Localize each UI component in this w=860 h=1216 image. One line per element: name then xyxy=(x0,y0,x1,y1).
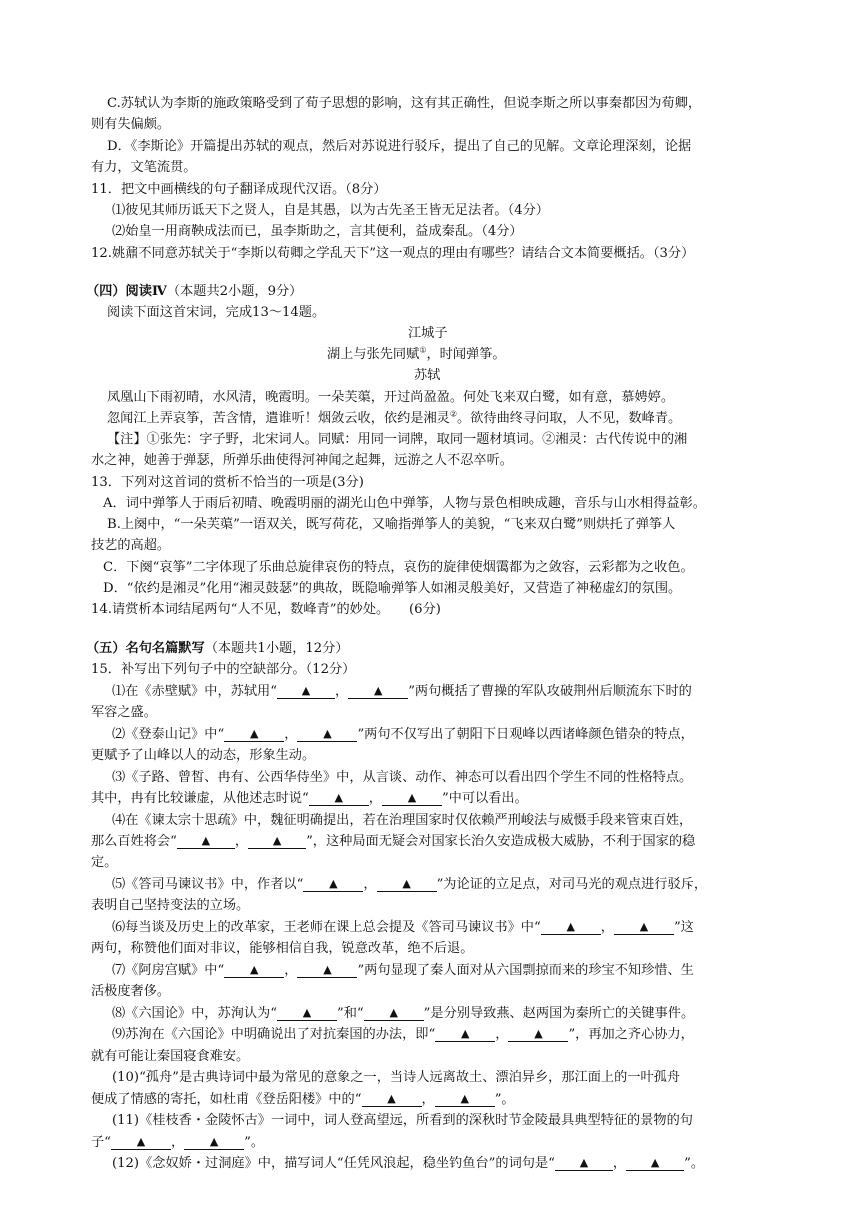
blank-triangle: ▲ xyxy=(579,1156,589,1169)
item-comma: ， xyxy=(421,1092,435,1107)
item-text: ⑵《登泰山记》中“ xyxy=(112,727,225,742)
item-text: 那么百姓将会“ xyxy=(91,834,177,849)
q15-item-12 xyxy=(112,1155,704,1173)
poem-line-2 xyxy=(107,410,681,428)
poem-line-2-b: 。欲待曲终寻问取，人不见，数峰青。 xyxy=(457,411,682,426)
blank-triangle: ▲ xyxy=(650,1156,660,1169)
item-comma: ， xyxy=(363,877,377,892)
poem-subtitle xyxy=(327,346,506,364)
item-text: ”，再加之齐心协力， xyxy=(568,1027,694,1042)
q10-option-c: C.苏轼认为李斯的施政策略受到了荀子思想的影响，这有其正确性，但说李斯之所以事秦都因为荀卿， xyxy=(107,96,702,111)
q15-item-5-cont: 表明自己坚持变法的立场。 xyxy=(91,898,250,913)
poem-title: 江城子 xyxy=(408,326,448,341)
poem-author: 苏轼 xyxy=(414,368,441,383)
item-text: ”两句概括了曹操的军队攻破荆州后顺流东下时的 xyxy=(408,684,692,699)
item-text: ”两句不仅写出了朝阳下日观峰以西诸峰颜色错杂的特点， xyxy=(357,727,694,742)
item-comma: ， xyxy=(368,791,382,806)
answer-blank[interactable] xyxy=(303,877,363,892)
q15-item-4: ⑷在《谏太宗十思疏》中，魏征明确提出，若在治理国家时仅依赖严刑峻法与威慑手段来管束百姓， xyxy=(112,813,693,828)
q15-item-10-cont xyxy=(91,1091,515,1109)
q15-item-1-cont: 军容之盛。 xyxy=(91,705,157,720)
item-text: ”。 xyxy=(244,1135,265,1150)
answer-blank[interactable] xyxy=(309,791,369,806)
q15-item-5 xyxy=(112,876,707,894)
q15-item-6-cont: 两句，称赞他们面对非议，能够相信自我，锐意改革，绝不后退。 xyxy=(91,941,474,956)
poem-line-1: 凤凰山下雨初晴，水风清，晚霞明。一朵芙蕖，开过尚盈盈。何处飞来双白鹭，如有意，慕娉婷。 xyxy=(107,390,675,405)
answer-blank[interactable] xyxy=(277,684,335,699)
q14-stem: 14.请赏析本词结尾两句“人不见，数峰青”的妙处。 (6分) xyxy=(91,602,441,617)
q15-item-4-end: 定。 xyxy=(91,855,118,870)
section-4-title: （四）阅读Ⅳ xyxy=(86,284,167,299)
blank-triangle: ▲ xyxy=(250,727,259,740)
answer-blank[interactable] xyxy=(111,1135,171,1150)
q15-item-11: (11)《桂枝香・金陵怀古》一词中，词人登高望远，所看到的深秋时节金陵最具典型特征的景物的句 xyxy=(112,1113,693,1128)
item-text: ⑼苏洵在《六国论》中明确说出了对抗秦国的办法，即“ xyxy=(112,1027,436,1042)
answer-blank[interactable] xyxy=(184,1135,244,1150)
blank-triangle: ▲ xyxy=(639,920,649,933)
blank-triangle: ▲ xyxy=(209,1135,219,1148)
q15-item-2-cont: 更赋予了山峰以人的动态，形象生动。 xyxy=(91,748,316,763)
q11-sentence-1: ⑴彼见其师历诋天下之贤人，自是其愚，以为古先圣王皆无足法者。（4分） xyxy=(112,203,549,218)
q15-item-9 xyxy=(112,1026,694,1044)
item-comma: ， xyxy=(284,727,298,742)
answer-blank[interactable] xyxy=(626,1156,684,1171)
blank-triangle: ▲ xyxy=(460,1092,469,1105)
q15-item-3-cont xyxy=(91,790,528,808)
item-text: ⑺《阿房宫赋》中“ xyxy=(112,963,225,978)
q13-option-b-cont: 技艺的高超。 xyxy=(91,538,171,553)
item-text: ⑸《答司马谏议书》中，作者以“ xyxy=(112,877,304,892)
section-5-note: （本题共1小题，12分） xyxy=(204,641,349,656)
q15-item-8 xyxy=(112,1005,694,1023)
q11-stem: 11．把文中画横线的句子翻译成现代汉语。（8分） xyxy=(91,182,387,197)
answer-blank[interactable] xyxy=(555,1156,613,1171)
item-comma: ， xyxy=(600,920,614,935)
answer-blank[interactable] xyxy=(177,834,235,849)
q15-item-4-cont xyxy=(91,833,695,851)
q13-option-c: C．下阕“哀筝”二字体现了乐曲总旋律哀伤的特点，哀伤的旋律使烟霭都为之敛容，云彩都为之收色。 xyxy=(103,560,694,575)
blank-triangle: ▲ xyxy=(407,791,417,804)
answer-blank[interactable] xyxy=(614,920,674,935)
q13-option-a: A．词中弹筝人于雨后初晴、晚霞明丽的湖光山色中弹筝，人物与景色相映成趣，音乐与山水相得益彰。 xyxy=(103,496,706,511)
poem-intro: 阅读下面这首宋词，完成13～14题。 xyxy=(107,305,326,320)
item-text: ⑻《六国论》中，苏洵认为“ xyxy=(112,1006,277,1021)
blank-triangle: ▲ xyxy=(329,877,338,890)
q15-item-2 xyxy=(112,726,694,744)
item-text: ”是分别导致燕、赵两国为秦所亡的关键事件。 xyxy=(423,1006,695,1021)
footnote-ref-1: ① xyxy=(419,345,427,355)
item-text: (12)《念奴娇・过洞庭》中，描写词人“任凭风浪起，稳坐钓鱼台”的词句是“ xyxy=(112,1156,555,1171)
item-comma: ， xyxy=(612,1156,627,1171)
item-text: ”为论证的立足点，对司马光的观点进行驳斥， xyxy=(436,877,708,892)
blank-triangle: ▲ xyxy=(136,1135,146,1148)
q15-item-10: (10)“孤舟”是古典诗词中最为常见的意象之一，当诗人远离故土、漂泊异乡，那江面上的一叶孤舟 xyxy=(112,1070,681,1085)
q12-stem: 12.姚鼐不同意苏轼关于“李斯以荀卿之学乱天下”这一观点的理由有哪些？请结合文本简要概括。（3分） xyxy=(91,246,695,261)
section-5-heading xyxy=(86,640,349,658)
q15-stem: 15．补写出下列句子中的空缺部分。（12分） xyxy=(91,662,356,677)
blank-triangle: ▲ xyxy=(302,1006,312,1019)
blank-triangle: ▲ xyxy=(323,727,332,740)
item-comma: ， xyxy=(170,1135,185,1150)
q15-item-1 xyxy=(112,683,692,701)
poem-notes: 【注】①张先：字子野，北宋词人。同赋：用同一词牌，取同一题材填词。②湘灵：古代传说中的湘 xyxy=(107,432,688,447)
q15-item-7-cont: 活极度奢侈。 xyxy=(91,984,171,999)
answer-blank[interactable] xyxy=(224,727,284,742)
q15-item-11-cont xyxy=(91,1134,264,1152)
answer-blank[interactable] xyxy=(435,1027,495,1042)
item-text: ⑹每当谈及历史上的改革家，王老师在课上总会提及《答司马谏议书》中“ xyxy=(112,920,541,935)
answer-blank[interactable] xyxy=(297,727,357,742)
answer-blank[interactable] xyxy=(508,1027,568,1042)
poem-line-2-a: 忽闻江上弄哀筝，苦含情，遣谁听！烟敛云收，依约是湘灵 xyxy=(107,411,450,426)
blank-triangle: ▲ xyxy=(461,1027,470,1040)
item-text: ”，这种局面无疑会对国家长治久安造成极大威胁，不利于国家的稳 xyxy=(306,834,696,849)
q13-stem: 13．下列对这首词的赏析不恰当的一项是(3分) xyxy=(91,475,364,490)
item-comma: ， xyxy=(495,1027,509,1042)
q15-item-9-cont: 就有可能让秦国寝食难安。 xyxy=(91,1049,250,1064)
item-text: ”。 xyxy=(494,1092,515,1107)
item-comma: ， xyxy=(335,684,349,699)
footnote-ref-2: ② xyxy=(449,409,458,419)
poem-subtitle-text: 湖上与张先同赋 xyxy=(327,347,420,362)
poem-notes-cont: 水之神，她善于弹瑟，所弹乐曲使得河神闻之起舞，远游之人不忍卒听。 xyxy=(91,453,513,468)
item-text: 子“ xyxy=(91,1135,111,1150)
item-text: ”中可以看出。 xyxy=(441,791,528,806)
answer-blank[interactable] xyxy=(435,1092,495,1107)
blank-triangle: ▲ xyxy=(272,834,282,847)
blank-triangle: ▲ xyxy=(201,834,211,847)
q10-option-d: D．《李斯论》开篇提出苏轼的观点，然后对苏说进行驳斥，提出了自己的见解。文章论理深刻，论据 xyxy=(107,139,692,154)
blank-triangle: ▲ xyxy=(402,877,411,890)
item-text: 便成了情感的寄托，如杜甫《登岳阳楼》中的“ xyxy=(91,1092,362,1107)
item-text: ”。 xyxy=(684,1156,705,1171)
q10-option-c-cont: 则有失偏颇。 xyxy=(91,117,171,132)
blank-triangle: ▲ xyxy=(334,791,343,804)
answer-blank[interactable] xyxy=(541,920,601,935)
answer-blank[interactable] xyxy=(348,684,408,699)
q15-item-6 xyxy=(112,919,694,937)
q10-option-d-cont: 有力，文笔流贯。 xyxy=(91,160,197,175)
poem-subtitle-text-2: ，时闻弹筝。 xyxy=(426,347,506,362)
answer-blank[interactable] xyxy=(382,791,442,806)
blank-triangle: ▲ xyxy=(389,1006,398,1019)
section-4-note: （本题共2小题，9分） xyxy=(166,284,303,299)
blank-triangle: ▲ xyxy=(534,1027,543,1040)
blank-triangle: ▲ xyxy=(250,963,259,976)
q15-item-7 xyxy=(112,962,694,980)
item-text: 其中，冉有比较谦虚，从他述志时说“ xyxy=(91,791,309,806)
answer-blank[interactable] xyxy=(277,1006,337,1021)
item-text: ⑴在《赤壁赋》中，苏轼用“ xyxy=(112,684,277,699)
item-text: ”这 xyxy=(673,920,694,935)
section-5-title: （五）名句名篇默写 xyxy=(86,641,205,656)
answer-blank[interactable] xyxy=(377,877,437,892)
blank-triangle: ▲ xyxy=(323,963,332,976)
q13-option-b: B.上阕中，“一朵芙蕖”一语双关，既写荷花，又喻指弹筝人的美貌，“飞来双白鹭”则烘托了弹筝人 xyxy=(107,517,676,532)
item-comma: ， xyxy=(234,834,249,849)
item-text: ”和“ xyxy=(337,1006,364,1021)
answer-blank[interactable] xyxy=(224,963,284,978)
blank-triangle: ▲ xyxy=(387,1092,396,1105)
blank-triangle: ▲ xyxy=(566,920,575,933)
q11-sentence-2: ⑵始皇一用商鞅成法而已，虽李斯助之，言其便利，益成秦乱。（4分） xyxy=(112,224,523,239)
answer-blank[interactable] xyxy=(297,963,357,978)
item-text: ”两句显现了秦人面对从六国剽掠而来的珍宝不知珍惜、生 xyxy=(357,963,694,978)
answer-blank[interactable] xyxy=(364,1006,424,1021)
section-4-heading xyxy=(86,283,302,301)
blank-triangle: ▲ xyxy=(373,684,383,697)
q13-option-d: D．“依约是湘灵”化用“湘灵鼓瑟”的典故，既隐喻弹筝人如湘灵般美好，又营造了神秘虚幻的氛围。 xyxy=(103,581,682,596)
item-comma: ， xyxy=(284,963,298,978)
q15-item-3: ⑶《子路、曾皙、冉有、公西华侍坐》中，从言谈、动作、神态可以看出四个学生不同的性格特点。 xyxy=(112,770,693,785)
answer-blank[interactable] xyxy=(362,1092,422,1107)
blank-triangle: ▲ xyxy=(301,684,311,697)
answer-blank[interactable] xyxy=(248,834,306,849)
